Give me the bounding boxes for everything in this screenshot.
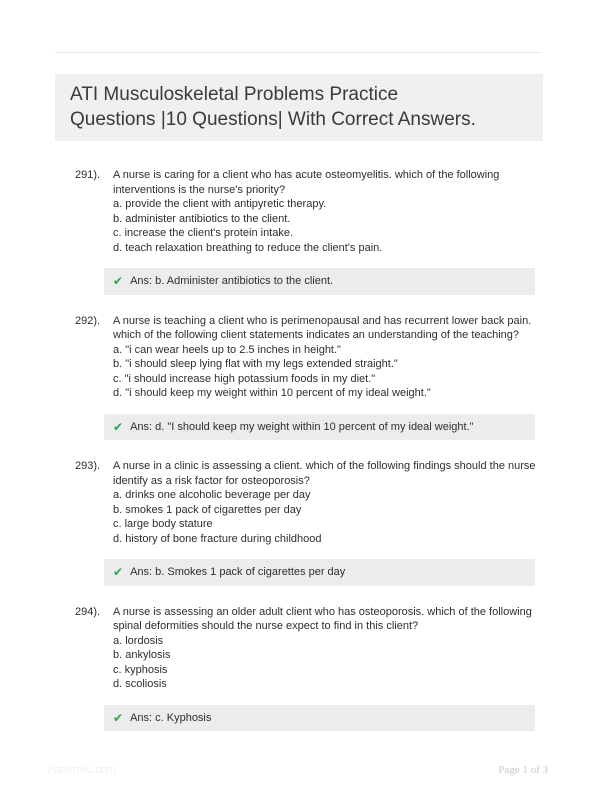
question-stem-line: identify as a risk factor for osteoporosis? (113, 474, 310, 487)
option-a: a. "i can wear heels up to 2.5 inches in height." (113, 343, 341, 356)
top-divider (55, 52, 542, 53)
option-b: b. "i should sleep lying flat with my legs extended straight." (113, 358, 398, 370)
watermark-text: Papertilic.com (47, 764, 117, 776)
option-c: c. increase the client's protein intake. (113, 227, 294, 239)
question-stem-line: A nurse is teaching a client who is perimenopausal and has recurrent lower back pain. (113, 314, 532, 327)
checkmark-icon: ✔ (113, 419, 124, 434)
answer-box (104, 705, 535, 732)
answer-text: Ans: b. Smokes 1 pack of cigarettes per day (130, 566, 346, 578)
question-stem-line: which of the following client statements indicates an understanding of the teaching? (113, 329, 520, 341)
question-number: 292). (75, 314, 101, 327)
answer-text: Ans: c. Kyphosis (130, 711, 212, 724)
question-stem-line: A nurse in a clinic is assessing a client. which of the following findings should the nurse (113, 460, 536, 472)
question-number: 291). (75, 169, 101, 181)
option-d: d. "i should keep my weight within 10 percent of my ideal weight." (113, 387, 431, 399)
option-c: c. large body stature (113, 518, 213, 530)
answer-text: Ans: b. Administer antibiotics to the client. (130, 275, 334, 287)
answer-text: Ans: d. "I should keep my weight within 10 percent of my ideal weight." (130, 420, 474, 433)
question-stem-line: A nurse is caring for a client who has acute osteomyelitis. which of the following (113, 169, 500, 181)
option-a: a. lordosis (113, 634, 164, 647)
question-body (113, 605, 553, 732)
option-d: d. teach relaxation breathing to reduce the client's pain. (113, 241, 383, 254)
option-b: b. ankylosis (113, 649, 171, 661)
question-body (113, 314, 553, 441)
option-b: b. smokes 1 pack of cigarettes per day (113, 503, 302, 516)
question-stem-line: interventions is the nurse's priority? (113, 183, 286, 196)
question-item (75, 168, 606, 295)
answer-box (104, 414, 535, 441)
question-number: 294). (75, 605, 101, 618)
checkmark-icon: ✔ (113, 274, 124, 288)
question-item (75, 459, 606, 586)
option-a: a. drinks one alcoholic beverage per day (113, 489, 311, 501)
document-title-box (55, 74, 543, 141)
question-body (113, 168, 553, 295)
question-list (75, 168, 606, 731)
title-line-2: Questions |10 Questions| With Correct Answers. (70, 109, 476, 130)
question-stem-line: spinal deformities should the nurse expect to find in this client? (113, 620, 419, 632)
question-number: 293). (75, 460, 101, 472)
checkmark-icon: ✔ (113, 710, 124, 725)
question-body (113, 459, 553, 586)
answer-box (104, 268, 535, 295)
page-indicator: Page 1 of 3 (498, 764, 548, 776)
title-line-1: ATI Musculoskeletal Problems Practice (70, 84, 399, 105)
option-d: d. scoliosis (113, 678, 167, 690)
option-c: c. "i should increase high potassium foods in my diet." (113, 372, 376, 385)
option-c: c. kyphosis (113, 663, 168, 676)
option-d: d. history of bone fracture during childhood (113, 532, 322, 545)
checkmark-icon: ✔ (113, 565, 124, 579)
question-item (75, 314, 606, 441)
answer-box (104, 559, 535, 586)
question-stem-line: A nurse is assessing an older adult client who has osteoporosis. which of the following (113, 605, 532, 618)
page-footer (0, 764, 606, 776)
option-b: b. administer antibiotics to the client. (113, 212, 291, 225)
option-a: a. provide the client with antipyretic therapy. (113, 198, 327, 210)
question-item (75, 605, 606, 732)
